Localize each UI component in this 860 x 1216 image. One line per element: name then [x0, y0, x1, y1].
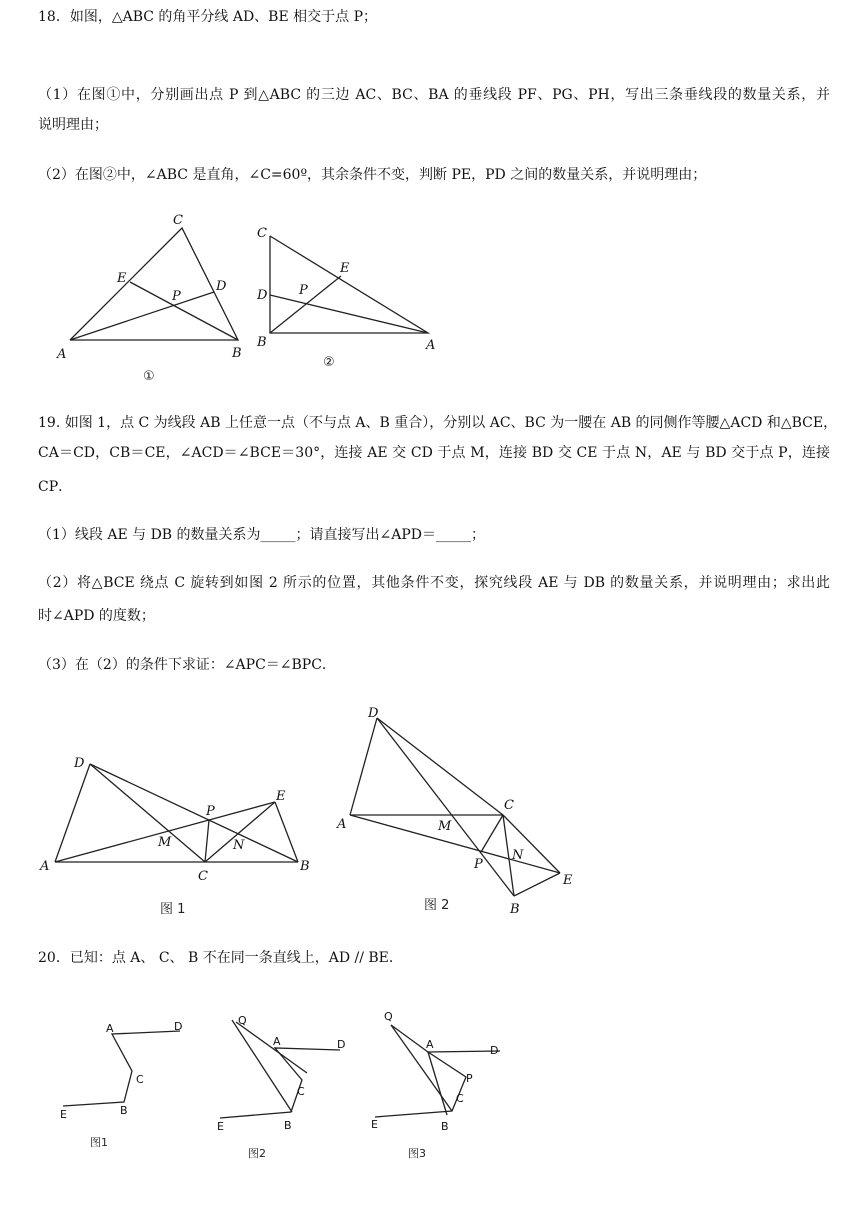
- q18-fig1-label-p: P: [172, 289, 181, 304]
- q20-fig3-caption: 图3: [408, 1147, 426, 1160]
- q19-line2: CA＝CD，CB＝CE，∠ACD＝∠BCE＝30°，连接 AE 交 CD 于点 M，连接 BD 交 CE 于点 N，AE 与 BD 交于点 P，连接: [38, 445, 830, 461]
- q18-fig2-label-a: A: [426, 338, 436, 353]
- q19-fig1-label-b: B: [300, 859, 310, 874]
- q19-fig1-label-n: N: [233, 838, 245, 853]
- q19-fig2-label-m: M: [438, 819, 452, 834]
- q18-fig1-caption: ①: [143, 369, 155, 384]
- q20-fig2-label-b: B: [284, 1119, 292, 1132]
- q19-fig1-caption: 图 1: [160, 902, 186, 917]
- q19-fig1-label-a: A: [40, 859, 50, 874]
- q20-fig1-label-b: B: [120, 1104, 128, 1117]
- q20-fig1-label-c: C: [136, 1073, 144, 1086]
- q19-part2-line1: （2）将△BCE 绕点 C 旋转到如图 2 所示的位置，其他条件不变，探究线段 AE 与 DB 的数量关系，并说明理由；求出此: [38, 575, 830, 591]
- q20-fig1-label-d: D: [174, 1020, 183, 1033]
- q20-fig2-caption: 图2: [248, 1147, 266, 1160]
- q18-part1-line1: （1）在图①中，分别画出点 P 到△ABC 的三边 AC、BC、BA 的垂线段 PF、PG、PH，写出三条垂线段的数量关系，并: [38, 87, 830, 103]
- q19-fig2-label-c: C: [504, 798, 514, 813]
- q18-fig1-label-a: A: [57, 347, 67, 362]
- q20-fig1-label-e: E: [60, 1108, 67, 1121]
- q20-fig3-label-a: A: [426, 1038, 434, 1051]
- q20-fig3-label-d: D: [490, 1044, 499, 1057]
- q18-part1-line2: 说明理由；: [38, 117, 108, 133]
- q19-fig1-label-e: E: [276, 789, 286, 804]
- q20-fig3-label-c: C: [456, 1092, 464, 1105]
- q18-fig2-label-e: E: [340, 261, 350, 276]
- q18-fig1-label-d: D: [216, 279, 227, 294]
- q20-fig2-label-a: A: [273, 1035, 281, 1048]
- q19-fig1-label-m: M: [158, 835, 172, 850]
- q19-line3: CP．: [38, 479, 73, 495]
- q19-fig2-label-b: B: [510, 902, 520, 917]
- q19-part1: （1）线段 AE 与 DB 的数量关系为_____；请直接写出∠APD＝_____；: [38, 527, 486, 543]
- q19-fig1-label-p: P: [206, 804, 215, 819]
- q20-fig3-label-p: P: [466, 1072, 473, 1085]
- q19-fig2-label-e: E: [563, 873, 573, 888]
- q18-fig1-label-b: B: [232, 346, 242, 361]
- q20-fig2-label-e: E: [217, 1120, 224, 1133]
- q18-part2: （2）在图②中，∠ABC 是直角，∠C=60º，其余条件不变，判断 PE，PD 之间的数量关系，并说明理由；: [38, 167, 707, 183]
- q19-fig1-label-c: C: [198, 869, 208, 884]
- q20-fig1-label-a: A: [106, 1022, 114, 1035]
- q19-fig2-label-p: P: [474, 857, 483, 872]
- q20-stem: 20．已知：点 A、 C、 B 不在同一条直线上，AD // BE．: [38, 950, 403, 966]
- q18-fig2-label-c: C: [257, 226, 267, 241]
- q18-fig1-label-c: C: [173, 213, 183, 228]
- q18-fig1-label-e: E: [117, 271, 127, 286]
- q19-fig2-caption: 图 2: [424, 898, 450, 913]
- q19-part2-line2: 时∠APD 的度数；: [38, 608, 155, 624]
- q18-fig2-label-p: P: [299, 283, 308, 298]
- q20-fig3-label-b: B: [441, 1120, 449, 1133]
- q20-fig3-label-q: Q: [384, 1010, 393, 1023]
- q20-fig2-label-q: Q: [238, 1014, 247, 1027]
- q19-fig2-label-n: N: [512, 848, 524, 863]
- q20-fig2-label-d: D: [337, 1038, 346, 1051]
- q18-fig2-caption: ②: [323, 355, 335, 370]
- q18-fig2-label-d: D: [257, 288, 268, 303]
- q20-fig3-label-e: E: [371, 1118, 378, 1131]
- q19-line1: 19. 如图 1，点 C 为线段 AB 上任意一点（不与点 A、B 重合），分别以 AC、BC 为一腰在 AB 的同侧作等腰△ACD 和△BCE，: [38, 415, 838, 431]
- q18-fig2-label-b: B: [257, 335, 267, 350]
- q20-fig1-caption: 图1: [90, 1136, 108, 1149]
- q19-fig1-label-d: D: [74, 756, 85, 771]
- q20-fig2-label-c: C: [297, 1085, 305, 1098]
- q19-fig2-label-d: D: [368, 706, 379, 721]
- q18-stem: 18．如图，△ABC 的角平分线 AD、BE 相交于点 P；: [38, 9, 378, 25]
- q19-fig2-label-a: A: [337, 817, 347, 832]
- q19-part3: （3）在（2）的条件下求证：∠APC＝∠BPC．: [38, 657, 336, 673]
